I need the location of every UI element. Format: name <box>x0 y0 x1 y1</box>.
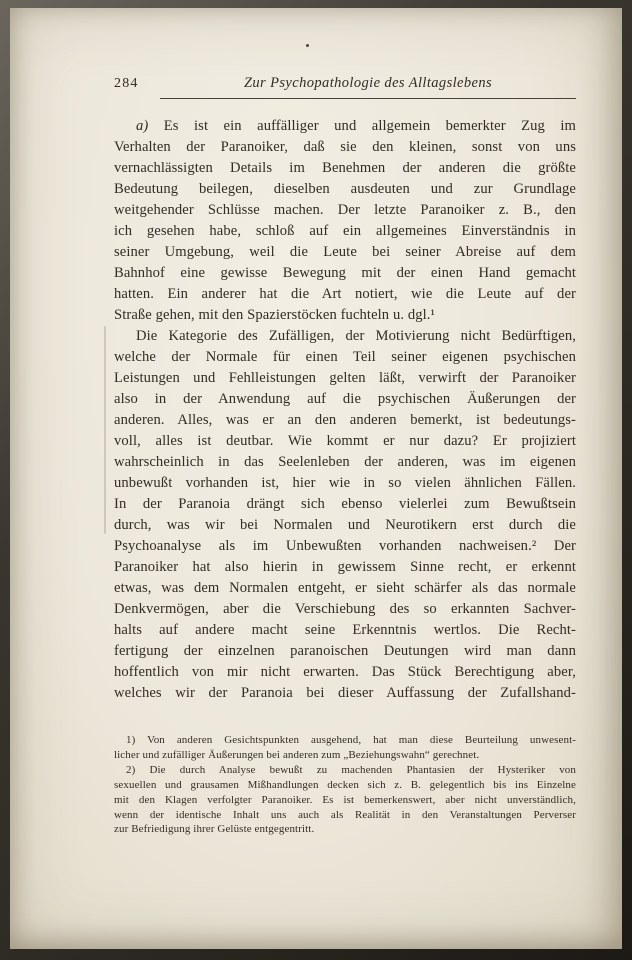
body-line: fertigung der einzelnen paranoischen Deutungen wird man dann <box>114 643 576 659</box>
footnote-line: sexuellen und grausamen Mißhandlungen decken sich z. B. gelegentlich bis ins Einzelne <box>114 778 576 791</box>
body-line: also in der Anwendung auf die psychischen Äußerungen der <box>114 391 576 407</box>
footnote <box>114 763 576 838</box>
body-line: vernachlässigten Details im Benehmen der anderen die größte <box>114 160 576 176</box>
footnote-line: zur Befriedigung ihrer Gelüste entgegentritt. <box>114 823 315 836</box>
footnote <box>114 733 576 763</box>
body-line: welche der Normale für einen Teil seiner eigenen psychischen <box>114 349 576 365</box>
body-line: wahrscheinlich in das Seelenleben der anderen, was im eigenen <box>114 454 576 470</box>
body-line: hatten. Ein anderer hat die Art notiert, wie die Leute auf der <box>114 286 576 302</box>
body-line: Bedeutung beilegen, dieselben ausdeuten und zur Grundlage <box>114 181 576 197</box>
scan-gutter-shadow <box>104 326 106 534</box>
body-line: Leistungen und Fehlleistungen gelten läßt, verwirft der Paranoiker <box>114 370 576 386</box>
footnote-line: mit den Klagen verfolgter Paranoiker. Es ist bemerkenswert, aber nicht unverständlich, <box>114 793 576 806</box>
footnote-line: licher und zufälliger Äußerungen bei anderen zum „Beziehungswahn“ gerechnet. <box>114 748 480 761</box>
body-line: Psychoanalyse als im Unbewußten vorhanden nachweisen.² Der <box>114 538 576 554</box>
body-line: Paranoiker hat also hierin in gewissem Sinne recht, er erkennt <box>114 559 576 575</box>
body-line: weitgehender Schlüsse machen. Der letzte Paranoiker z. B., den <box>114 202 576 218</box>
body-line: durch, was wir bei Normalen und Neurotikern erst durch die <box>114 517 576 533</box>
header-rule <box>160 74 576 99</box>
page-number: 284 <box>114 76 139 91</box>
paragraph <box>114 326 576 704</box>
body-line: etwas, was dem Normalen entgeht, er sieht schärfer als das normale <box>114 580 576 596</box>
book-page <box>10 8 622 949</box>
body-line: anderen. Alles, was er an den anderen bemerkt, ist bedeutungs- <box>114 412 576 428</box>
body-line: seiner Umgebung, weil die Leute bei seiner Abreise auf dem <box>114 244 576 260</box>
running-title: Zur Psychopathologie des Alltagslebens <box>243 75 493 91</box>
footnote-line: 2) Die durch Analyse bewußt zu machenden Phantasien der Hysteriker von <box>126 763 576 776</box>
body-line: ich gesehen habe, schloß auf ein allgemeines Einverständnis in <box>114 223 576 239</box>
footnote-line: wenn der identische Inhalt uns auch als Realität in den Veranstaltungen Perverser <box>114 808 576 821</box>
paragraph <box>114 116 576 326</box>
body-line: Bahnhof eine gewisse Bewegung mit der einen Hand gemacht <box>114 265 576 281</box>
body-line: Verhalten der Paranoiker, daß sie den kleinen, sonst von uns <box>114 139 576 155</box>
body-text <box>114 116 576 704</box>
body-line: welches wir der Paranoia bei dieser Auffassung der Zufallshand- <box>114 685 576 701</box>
body-line: unbewußt vorhanden ist, hier wie in so vielen ähnlichen Fällen. <box>114 475 576 491</box>
body-line: Die Kategorie des Zufälligen, der Motivierung nicht Bedürftigen, <box>136 328 576 344</box>
page-header <box>114 74 576 99</box>
body-line: halts auf andere macht seine Erkenntnis wertlos. Die Recht- <box>114 622 576 638</box>
body-line: hoffentlich von mir nicht erwarten. Das Stück Berechtigung aber, <box>114 664 576 680</box>
body-line: voll, alles ist deutbar. Wie kommt er nur dazu? Er projiziert <box>114 433 576 449</box>
text-block <box>114 74 576 837</box>
footnote-line: 1) Von anderen Gesichtspunkten ausgehend, hat man diese Beurteilung unwesent- <box>126 734 576 746</box>
body-line: a) Es ist ein auffälliger und allgemein bemerkter Zug im <box>136 118 576 134</box>
paragraph-lead-italic: a) <box>136 118 164 134</box>
scan-speck <box>306 44 309 47</box>
body-line: In der Paranoia drängt sich ebenso vielerlei zum Bewußtsein <box>114 496 576 512</box>
body-line: Denkvermögen, aber die Verschiebung des so erkannten Sachver- <box>114 601 576 617</box>
footnotes-section <box>114 733 576 837</box>
body-line: Straße gehen, mit den Spazierstöcken fuchteln u. dgl.¹ <box>114 307 436 323</box>
